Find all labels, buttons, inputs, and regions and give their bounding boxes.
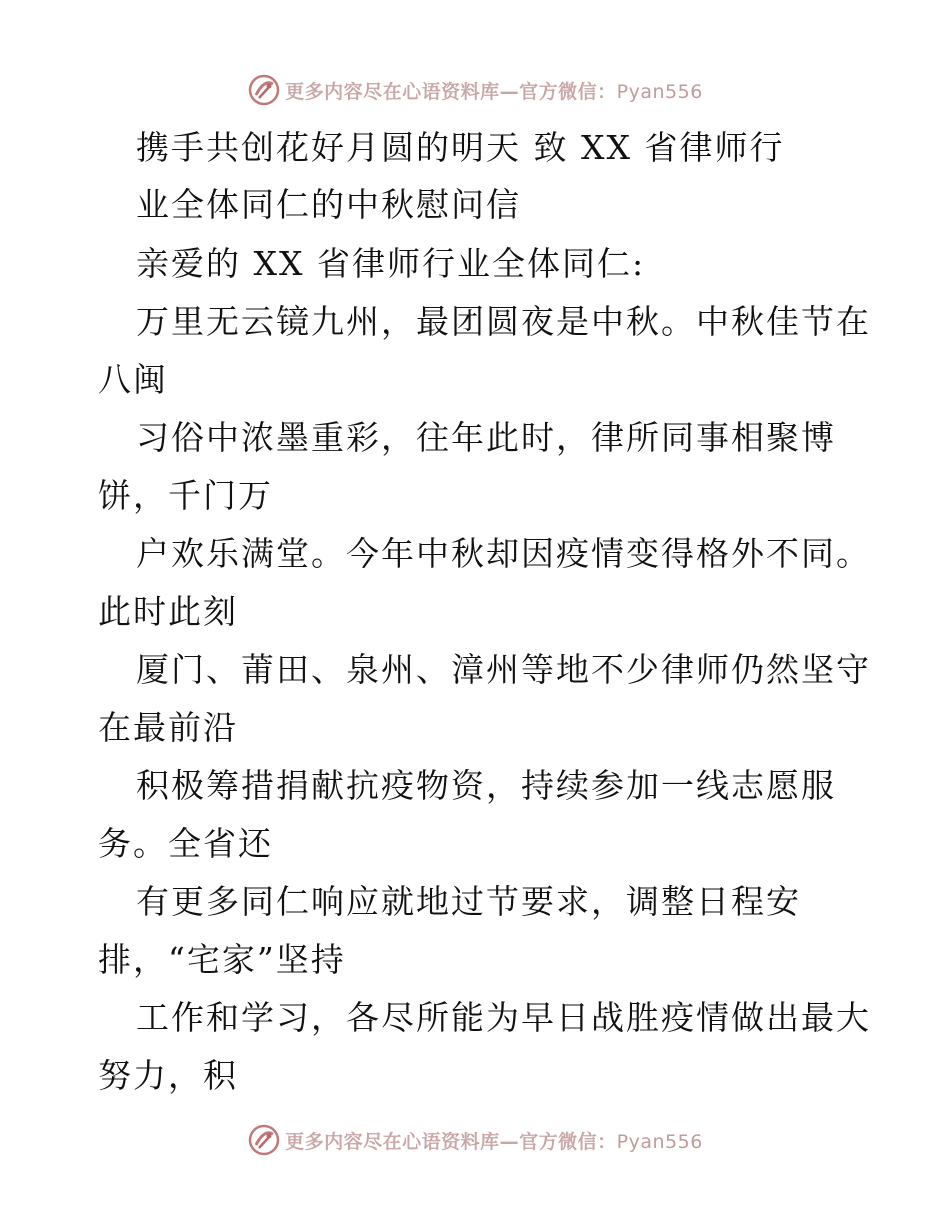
watermark-text: 更多内容尽在心语资料库—官方微信：Pyan556 bbox=[285, 1130, 703, 1153]
paragraph-line: 此时此刻 bbox=[98, 592, 238, 631]
paragraph-line: 排，“宅家”坚持 bbox=[98, 940, 346, 979]
paragraph-line: 厦门、莆田、泉州、漳州等地不少律师仍然坚守 bbox=[136, 650, 871, 689]
paragraph-line: 努力，积 bbox=[98, 1056, 238, 1095]
letter-title-line-2: 业全体同仁的中秋慰问信 bbox=[136, 185, 521, 224]
paragraph-line: 习俗中浓墨重彩，往年此时，律所同事相聚博 bbox=[136, 418, 836, 457]
letter-title-line-1: 携手共创花好月圆的明天 致 XX 省律师行 bbox=[136, 128, 785, 167]
paragraph-line: 工作和学习，各尽所能为早日战胜疫情做出最大 bbox=[136, 998, 871, 1037]
brand-logo-icon bbox=[247, 73, 281, 107]
paragraph-line: 饼，千门万 bbox=[98, 476, 273, 515]
footer-watermark-banner bbox=[0, 1120, 950, 1160]
paragraph-line: 在最前沿 bbox=[98, 708, 238, 747]
paragraph-line: 积极筹措捐献抗疫物资，持续参加一线志愿服 bbox=[136, 766, 836, 805]
paragraph-line: 有更多同仁响应就地过节要求，调整日程安 bbox=[136, 882, 801, 921]
watermark-text: 更多内容尽在心语资料库—官方微信：Pyan556 bbox=[285, 80, 703, 103]
paragraph-line: 户欢乐满堂。今年中秋却因疫情变得格外不同。 bbox=[136, 534, 871, 573]
paragraph-line: 万里无云镜九州，最团圆夜是中秋。中秋佳节在 bbox=[136, 302, 871, 341]
brand-logo-icon bbox=[247, 1123, 281, 1157]
salutation: 亲爱的 XX 省律师行业全体同仁: bbox=[136, 244, 646, 283]
paragraph-line: 务。全省还 bbox=[98, 824, 273, 863]
paragraph-line: 八闽 bbox=[98, 360, 168, 399]
header-watermark-banner bbox=[0, 70, 950, 110]
